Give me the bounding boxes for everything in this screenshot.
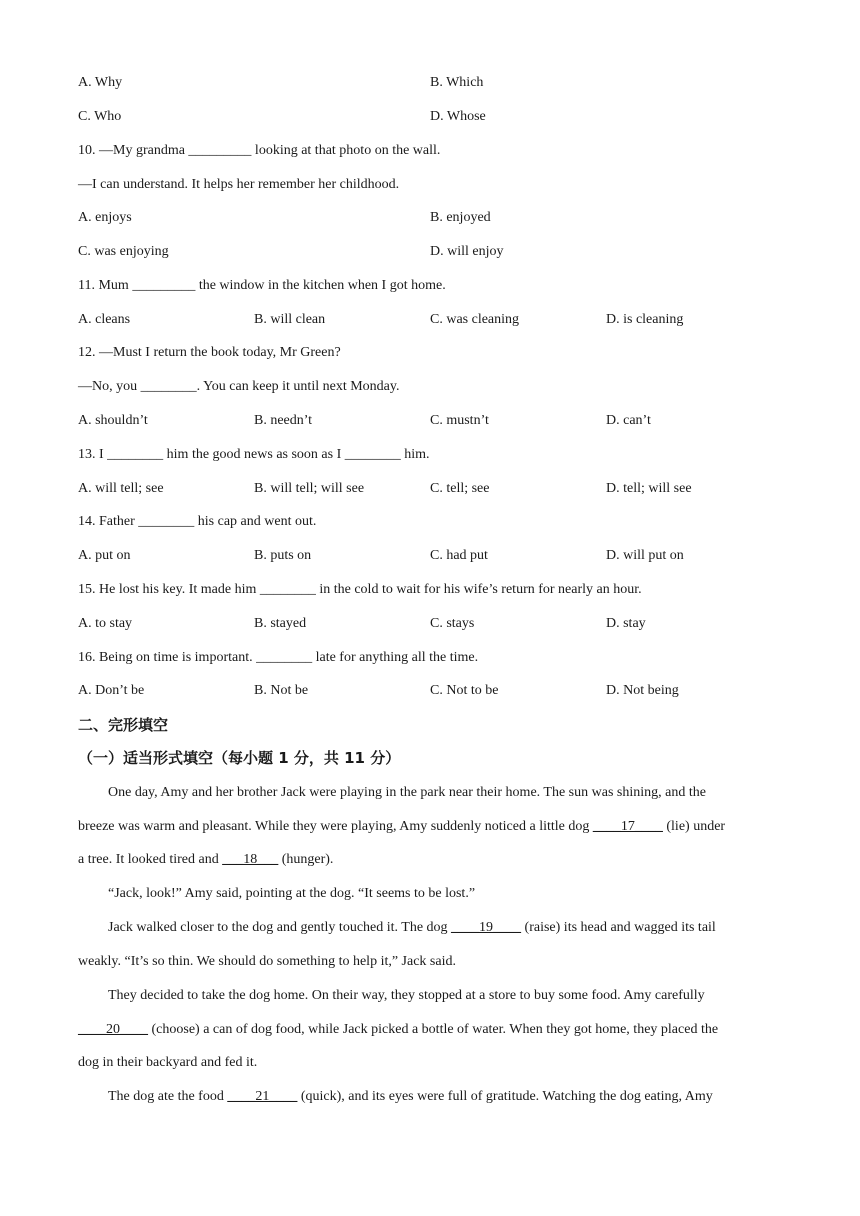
blank-21[interactable]: ____21____ (227, 1089, 298, 1104)
q9-options-row-1 (78, 73, 790, 93)
q13-stem: 13. I ________ him the good news as soon as I ________ him. (78, 447, 430, 462)
q15-option-a[interactable]: A. to stay (78, 616, 133, 631)
passage-text: (lie) under (662, 819, 726, 834)
q14-option-b[interactable]: B. puts on (254, 548, 312, 563)
q14-option-c[interactable]: C. had put (430, 548, 488, 563)
q14-option-a[interactable]: A. put on (78, 548, 131, 563)
q16-option-b[interactable]: B. Not be (254, 683, 309, 698)
q15-stem: 15. He lost his key. It made him ________ in the cold to wait for his wife’s return for nearly an hour. (78, 582, 642, 597)
q15-option-c[interactable]: C. stays (430, 616, 475, 631)
passage-line-10 (78, 1087, 790, 1107)
q9-option-c[interactable]: C. Who (78, 109, 122, 124)
q12-reply: —No, you ________. You can keep it until next Monday. (78, 379, 400, 394)
passage-line-9: dog in their backyard and fed it. (78, 1055, 258, 1070)
q10-reply: —I can understand. It helps her remember her childhood. (78, 177, 400, 192)
q14-stem: 14. Father ________ his cap and went out. (78, 514, 317, 529)
blank-19[interactable]: ____19____ (451, 920, 522, 935)
q12-option-c[interactable]: C. mustn’t (430, 413, 489, 428)
q13-option-b[interactable]: B. will tell; will see (254, 481, 365, 496)
passage-text: (quick), and its eyes were full of gratitude. Watching the dog eating, Amy (297, 1089, 713, 1104)
passage-text: Jack walked closer to the dog and gently touched it. The dog (108, 920, 452, 935)
q16-option-c[interactable]: C. Not to be (430, 683, 499, 698)
q15-options (78, 614, 790, 634)
q11-options (78, 310, 790, 330)
q12-options (78, 411, 790, 431)
q9-options-row-2 (78, 107, 790, 127)
q16-option-d[interactable]: D. Not being (606, 683, 679, 698)
q9-option-b[interactable]: B. Which (430, 75, 484, 90)
q11-stem: 11. Mum _________ the window in the kitchen when I got home. (78, 278, 446, 293)
q16-options (78, 681, 790, 701)
q13-option-a[interactable]: A. will tell; see (78, 481, 164, 496)
passage-line-3 (78, 850, 790, 870)
q16-stem: 16. Being on time is important. ________ late for anything all the time. (78, 650, 479, 665)
q12-option-a[interactable]: A. shouldn’t (78, 413, 148, 428)
q10-option-c[interactable]: C. was enjoying (78, 244, 169, 259)
q11-option-a[interactable]: A. cleans (78, 312, 131, 327)
q10-options-row-2 (78, 242, 790, 262)
section-2-subtitle: （一）适当形式填空（每小题 1 分，共 11 分） (78, 749, 401, 767)
passage-line-5 (78, 918, 790, 938)
q13-option-d[interactable]: D. tell; will see (606, 481, 692, 496)
q10-option-d[interactable]: D. will enjoy (430, 244, 504, 259)
section-2-title: 二、完形填空 (78, 716, 169, 734)
q10-option-b[interactable]: B. enjoyed (430, 210, 491, 225)
q12-option-d[interactable]: D. can’t (606, 413, 651, 428)
q12-stem: 12. —Must I return the book today, Mr Green? (78, 345, 341, 360)
blank-20[interactable]: ____20____ (78, 1022, 148, 1037)
q16-option-a[interactable]: A. Don’t be (78, 683, 145, 698)
q13-options (78, 479, 790, 499)
passage-line-7: They decided to take the dog home. On their way, they stopped at a store to buy some food. Amy carefully (108, 988, 705, 1003)
passage-text: breeze was warm and pleasant. While they were playing, Amy suddenly noticed a little dog (78, 819, 593, 834)
q11-option-d[interactable]: D. is cleaning (606, 312, 684, 327)
q10-options-row-1 (78, 208, 790, 228)
q9-option-a[interactable]: A. Why (78, 75, 123, 90)
q14-options (78, 546, 790, 566)
q11-option-b[interactable]: B. will clean (254, 312, 326, 327)
q15-option-b[interactable]: B. stayed (254, 616, 307, 631)
q11-option-c[interactable]: C. was cleaning (430, 312, 520, 327)
passage-line-1: One day, Amy and her brother Jack were playing in the park near their home. The sun was shining, and the (108, 785, 706, 800)
q10-stem: 10. —My grandma _________ looking at that photo on the wall. (78, 143, 441, 158)
blank-18[interactable]: ___18___ (222, 852, 279, 867)
passage-text: (raise) its head and wagged its tail (521, 920, 716, 935)
passage-line-6: weakly. “It’s so thin. We should do something to help it,” Jack said. (78, 954, 456, 969)
passage-line-2 (78, 817, 790, 837)
q10-option-a[interactable]: A. enjoys (78, 210, 132, 225)
q12-option-b[interactable]: B. needn’t (254, 413, 313, 428)
passage-text: (hunger). (278, 852, 334, 867)
passage-line-4: “Jack, look!” Amy said, pointing at the dog. “It seems to be lost.” (108, 886, 476, 901)
passage-text: a tree. It looked tired and (78, 852, 223, 867)
q14-option-d[interactable]: D. will put on (606, 548, 684, 563)
passage-text: The dog ate the food (108, 1089, 228, 1104)
q13-option-c[interactable]: C. tell; see (430, 481, 490, 496)
q15-option-d[interactable]: D. stay (606, 616, 646, 631)
q9-option-d[interactable]: D. Whose (430, 109, 486, 124)
passage-text: (choose) a can of dog food, while Jack picked a bottle of water. When they got home, they placed the (148, 1022, 719, 1037)
passage-line-8 (78, 1020, 790, 1040)
blank-17[interactable]: ____17____ (592, 819, 663, 834)
